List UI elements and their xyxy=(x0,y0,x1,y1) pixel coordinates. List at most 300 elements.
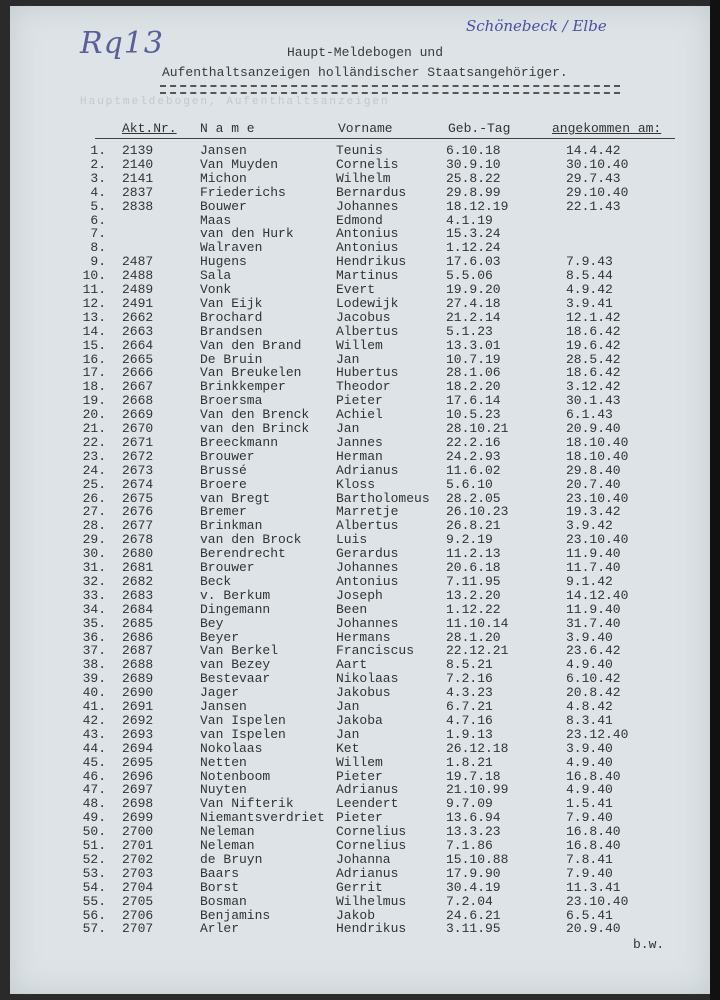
arrival-date: 28.5.42 xyxy=(566,351,621,367)
surname: Walraven xyxy=(200,240,263,256)
first-name: Pieter xyxy=(336,810,383,826)
arrival-date: 18.6.42 xyxy=(566,365,621,381)
handwritten-reference: Rq13 xyxy=(80,26,164,61)
birth-date: 28.1.06 xyxy=(446,365,501,381)
table-row xyxy=(0,171,720,185)
table-row xyxy=(0,226,720,240)
akt-nr: 2702 xyxy=(122,851,154,867)
akt-nr: 2694 xyxy=(122,740,154,756)
surname: Bouwer xyxy=(200,198,247,214)
akt-nr: 2662 xyxy=(122,309,154,325)
document-subtitle: Aufenthaltsanzeigen holländischer Staatsangehöriger. xyxy=(162,65,568,80)
surname: Borst xyxy=(200,879,240,895)
arrival-date: 4.9.40 xyxy=(566,782,613,798)
birth-date: 1.8.21 xyxy=(446,754,493,770)
row-number: 17. xyxy=(82,365,106,381)
birth-date: 27.4.18 xyxy=(446,295,501,311)
row-number: 24. xyxy=(82,462,106,478)
row-number: 20. xyxy=(82,407,106,423)
row-number: 50. xyxy=(82,824,106,840)
first-name: Leendert xyxy=(336,796,399,812)
akt-nr: 2690 xyxy=(122,685,154,701)
surname: Dingemann xyxy=(200,601,271,617)
first-name: Jakoba xyxy=(336,712,383,728)
arrival-date: 4.9.40 xyxy=(566,754,613,770)
birth-date: 28.10.21 xyxy=(446,421,509,436)
table-row xyxy=(0,588,720,602)
row-number: 55. xyxy=(82,893,106,909)
akt-nr: 2489 xyxy=(122,282,154,297)
table-row xyxy=(0,713,720,727)
row-number: 22. xyxy=(82,434,106,450)
row-number: 6. xyxy=(90,212,106,228)
first-name: Johannes xyxy=(336,615,399,631)
table-row xyxy=(0,657,720,671)
birth-date: 29.8.99 xyxy=(446,184,501,200)
surname: Vonk xyxy=(200,282,232,297)
surname: Baars xyxy=(200,865,240,881)
surname: Brussé xyxy=(200,462,247,478)
surname: van den Brock xyxy=(200,532,302,548)
header-name: N a m e xyxy=(200,121,255,136)
birth-date: 24.2.93 xyxy=(446,448,501,464)
first-name: Jakobus xyxy=(336,685,391,701)
table-row xyxy=(0,185,720,199)
surname: Brouwer xyxy=(200,560,255,575)
akt-nr: 2681 xyxy=(122,560,154,575)
first-name: Edmond xyxy=(336,212,383,228)
arrival-date: 3.9.42 xyxy=(566,518,613,534)
row-number: 9. xyxy=(90,254,106,270)
table-row xyxy=(0,769,720,783)
surname: Van Eijk xyxy=(200,295,263,311)
surname: Maas xyxy=(200,212,232,228)
arrival-date: 12.1.42 xyxy=(566,309,621,325)
arrival-date: 6.10.42 xyxy=(566,671,621,687)
row-number: 21. xyxy=(82,421,106,436)
surname: van Ispelen xyxy=(200,726,286,742)
surname: Nuyten xyxy=(200,782,247,798)
surname: Netten xyxy=(200,754,247,770)
akt-nr: 2838 xyxy=(122,198,154,214)
akt-nr: 2684 xyxy=(122,601,154,617)
surname: Van Muyden xyxy=(200,156,279,172)
surname: Jager xyxy=(200,685,240,701)
akt-nr: 2693 xyxy=(122,726,154,742)
surname: Hugens xyxy=(200,254,247,270)
birth-date: 13.3.01 xyxy=(446,337,501,353)
first-name: Theodor xyxy=(336,379,391,395)
table-row xyxy=(0,810,720,824)
akt-nr: 2488 xyxy=(122,268,154,284)
birth-date: 22.12.21 xyxy=(446,643,509,659)
arrival-date: 4.8.42 xyxy=(566,699,613,714)
row-number: 41. xyxy=(82,699,106,714)
akt-nr: 2669 xyxy=(122,407,154,423)
akt-nr: 2666 xyxy=(122,365,154,381)
surname: Brinkman xyxy=(200,518,263,534)
birth-date: 26.8.21 xyxy=(446,518,501,534)
birth-date: 11.6.02 xyxy=(446,462,501,478)
arrival-date: 4.9.40 xyxy=(566,657,613,673)
first-name: Hermans xyxy=(336,629,391,645)
table-row xyxy=(0,421,720,435)
surname: van den Brinck xyxy=(200,421,310,436)
arrival-date: 11.9.40 xyxy=(566,546,621,562)
row-number: 39. xyxy=(82,671,106,687)
birth-date: 6.7.21 xyxy=(446,699,493,714)
table-row xyxy=(0,574,720,588)
arrival-date: 9.1.42 xyxy=(566,573,613,589)
first-name: Kloss xyxy=(336,476,376,492)
arrival-date: 23.10.40 xyxy=(566,490,629,506)
surname: Van Ispelen xyxy=(200,712,286,728)
table-row xyxy=(0,602,720,616)
first-name: Johanna xyxy=(336,851,391,867)
first-name: Evert xyxy=(336,282,376,297)
row-number: 44. xyxy=(82,740,106,756)
akt-nr: 2697 xyxy=(122,782,154,798)
birth-date: 21.10.99 xyxy=(446,782,509,798)
first-name: Bartholomeus xyxy=(336,490,430,506)
surname: Beyer xyxy=(200,629,240,645)
table-row xyxy=(0,671,720,685)
birth-date: 15.3.24 xyxy=(446,226,501,242)
table-row xyxy=(0,921,720,935)
row-number: 30. xyxy=(82,546,106,562)
akt-nr: 2673 xyxy=(122,462,154,478)
table-row xyxy=(0,532,720,546)
row-number: 47. xyxy=(82,782,106,798)
surname: Van Nifterik xyxy=(200,796,294,812)
akt-nr: 2680 xyxy=(122,546,154,562)
birth-date: 17.9.90 xyxy=(446,865,501,881)
surname: Notenboom xyxy=(200,768,271,784)
arrival-date: 14.12.40 xyxy=(566,587,629,603)
first-name: Joseph xyxy=(336,587,383,603)
first-name: Antonius xyxy=(336,573,399,589)
table-row xyxy=(0,477,720,491)
table-row xyxy=(0,157,720,171)
arrival-date: 16.8.40 xyxy=(566,768,621,784)
birth-date: 18.12.19 xyxy=(446,198,509,214)
birth-date: 13.2.20 xyxy=(446,587,501,603)
row-number: 31. xyxy=(82,560,106,575)
first-name: Jan xyxy=(336,421,360,436)
table-row xyxy=(0,824,720,838)
row-number: 5. xyxy=(90,198,106,214)
surname: van Bezey xyxy=(200,657,271,673)
table-row xyxy=(0,630,720,644)
birth-date: 19.7.18 xyxy=(446,768,501,784)
first-name: Lodewijk xyxy=(336,295,399,311)
surname: Friederichs xyxy=(200,184,286,200)
arrival-date: 3.9.41 xyxy=(566,295,613,311)
table-row xyxy=(0,365,720,379)
akt-nr: 2139 xyxy=(122,143,154,158)
row-number: 37. xyxy=(82,643,106,659)
row-number: 34. xyxy=(82,601,106,617)
first-name: Aart xyxy=(336,657,368,673)
row-number: 49. xyxy=(82,810,106,826)
table-row xyxy=(0,894,720,908)
row-number: 52. xyxy=(82,851,106,867)
birth-date: 21.2.14 xyxy=(446,309,501,325)
row-number: 45. xyxy=(82,754,106,770)
akt-nr: 2664 xyxy=(122,337,154,353)
akt-nr: 2695 xyxy=(122,754,154,770)
arrival-date: 23.10.40 xyxy=(566,893,629,909)
row-number: 54. xyxy=(82,879,106,895)
birth-date: 5.1.23 xyxy=(446,323,493,339)
first-name: Adrianus xyxy=(336,782,399,798)
akt-nr: 2706 xyxy=(122,907,154,923)
first-name: Gerardus xyxy=(336,546,399,562)
row-number: 4. xyxy=(90,184,106,200)
first-name: Pieter xyxy=(336,393,383,409)
arrival-date: 8.5.44 xyxy=(566,268,613,284)
table-row xyxy=(0,518,720,532)
arrival-date: 31.7.40 xyxy=(566,615,621,631)
akt-nr: 2675 xyxy=(122,490,154,506)
table-row xyxy=(0,796,720,810)
akt-nr: 2692 xyxy=(122,712,154,728)
akt-nr: 2672 xyxy=(122,448,154,464)
first-name: Jan xyxy=(336,351,360,367)
surname: Arler xyxy=(200,921,240,937)
akt-nr: 2668 xyxy=(122,393,154,409)
arrival-date: 7.9.40 xyxy=(566,810,613,826)
akt-nr: 2837 xyxy=(122,184,154,200)
arrival-date: 19.6.42 xyxy=(566,337,621,353)
table-row xyxy=(0,727,720,741)
surname: Bestevaar xyxy=(200,671,271,687)
akt-nr: 2140 xyxy=(122,156,154,172)
akt-nr: 2667 xyxy=(122,379,154,395)
first-name: Antonius xyxy=(336,226,399,242)
birth-date: 7.11.95 xyxy=(446,573,501,589)
row-number: 13. xyxy=(82,309,106,325)
first-name: Hendrikus xyxy=(336,254,407,270)
header-vorname: Vorname xyxy=(338,121,393,136)
akt-nr: 2141 xyxy=(122,170,154,186)
akt-nr: 2698 xyxy=(122,796,154,812)
table-row xyxy=(0,880,720,894)
surname: de Bruyn xyxy=(200,851,263,867)
table-row xyxy=(0,296,720,310)
first-name: Gerrit xyxy=(336,879,383,895)
table-row xyxy=(0,199,720,213)
arrival-date: 30.1.43 xyxy=(566,393,621,409)
birth-date: 1.12.22 xyxy=(446,601,501,617)
akt-nr: 2678 xyxy=(122,532,154,548)
arrival-date: 3.12.42 xyxy=(566,379,621,395)
arrival-date: 6.5.41 xyxy=(566,907,613,923)
first-name: Jannes xyxy=(336,434,383,450)
birth-date: 17.6.03 xyxy=(446,254,501,270)
table-row xyxy=(0,310,720,324)
first-name: Willem xyxy=(336,337,383,353)
header-angekommen: angekommen am: xyxy=(552,121,662,136)
birth-date: 8.5.21 xyxy=(446,657,493,673)
table-row xyxy=(0,546,720,560)
row-number: 19. xyxy=(82,393,106,409)
first-name: Jan xyxy=(336,699,360,714)
birth-date: 19.9.20 xyxy=(446,282,501,297)
surname: Jansen xyxy=(200,143,247,158)
row-number: 51. xyxy=(82,838,106,853)
arrival-date: 18.10.40 xyxy=(566,434,629,450)
akt-nr: 2685 xyxy=(122,615,154,631)
first-name: Jacobus xyxy=(336,309,391,325)
surname: Bosman xyxy=(200,893,247,909)
table-row xyxy=(0,755,720,769)
row-number: 26. xyxy=(82,490,106,506)
akt-nr: 2687 xyxy=(122,643,154,659)
surname: De Bruin xyxy=(200,351,263,367)
first-name: Adrianus xyxy=(336,865,399,881)
birth-date: 25.8.22 xyxy=(446,170,501,186)
surname: Bey xyxy=(200,615,224,631)
birth-date: 15.10.88 xyxy=(446,851,509,867)
table-row xyxy=(0,213,720,227)
row-number: 38. xyxy=(82,657,106,673)
table-row xyxy=(0,685,720,699)
table-row xyxy=(0,643,720,657)
arrival-date: 18.6.42 xyxy=(566,323,621,339)
birth-date: 18.2.20 xyxy=(446,379,501,395)
first-name: Cornelius xyxy=(336,838,407,853)
akt-nr: 2704 xyxy=(122,879,154,895)
akt-nr: 2663 xyxy=(122,323,154,339)
akt-nr: 2665 xyxy=(122,351,154,367)
first-name: Wilhelmus xyxy=(336,893,407,909)
row-number: 12. xyxy=(82,295,106,311)
birth-date: 4.1.19 xyxy=(446,212,493,228)
row-number: 15. xyxy=(82,337,106,353)
table-row xyxy=(0,268,720,282)
surname: Brandsen xyxy=(200,323,263,339)
first-name: Adrianus xyxy=(336,462,399,478)
akt-nr: 2487 xyxy=(122,254,154,270)
birth-date: 10.5.23 xyxy=(446,407,501,423)
birth-date: 28.2.05 xyxy=(446,490,501,506)
arrival-date: 20.9.40 xyxy=(566,921,621,937)
first-name: Pieter xyxy=(336,768,383,784)
document-title: Haupt-Meldebogen und xyxy=(287,45,444,60)
first-name: Ket xyxy=(336,740,360,756)
table-row xyxy=(0,504,720,518)
surname: Jansen xyxy=(200,699,247,714)
row-number: 1. xyxy=(90,143,106,158)
row-number: 48. xyxy=(82,796,106,812)
surname: Van Berkel xyxy=(200,643,279,659)
arrival-date: 22.1.43 xyxy=(566,198,621,214)
arrival-date: 19.3.42 xyxy=(566,504,621,520)
first-name: Jakob xyxy=(336,907,376,923)
table-row xyxy=(0,435,720,449)
surname: van den Hurk xyxy=(200,226,294,242)
arrival-date: 6.1.43 xyxy=(566,407,613,423)
birth-date: 11.10.14 xyxy=(446,615,509,631)
arrival-date: 20.8.42 xyxy=(566,685,621,701)
table-row xyxy=(0,240,720,254)
first-name: Franciscus xyxy=(336,643,415,659)
first-name: Johannes xyxy=(336,198,399,214)
akt-nr: 2671 xyxy=(122,434,154,450)
row-number: 56. xyxy=(82,907,106,923)
row-number: 16. xyxy=(82,351,106,367)
table-row xyxy=(0,338,720,352)
row-number: 11. xyxy=(82,282,106,297)
first-name: Albertus xyxy=(336,518,399,534)
row-number: 32. xyxy=(82,573,106,589)
surname: Van Breukelen xyxy=(200,365,302,381)
table-row xyxy=(0,782,720,796)
akt-nr: 2670 xyxy=(122,421,154,436)
handwritten-location: Schönebeck / Elbe xyxy=(466,17,607,35)
birth-date: 28.1.20 xyxy=(446,629,501,645)
row-number: 25. xyxy=(82,476,106,492)
birth-date: 9.2.19 xyxy=(446,532,493,548)
birth-date: 1.12.24 xyxy=(446,240,501,256)
arrival-date: 16.8.40 xyxy=(566,824,621,840)
arrival-date: 29.10.40 xyxy=(566,184,629,200)
row-number: 46. xyxy=(82,768,106,784)
birth-date: 22.2.16 xyxy=(446,434,501,450)
arrival-date: 29.8.40 xyxy=(566,462,621,478)
first-name: Marretje xyxy=(336,504,399,520)
arrival-date: 4.9.42 xyxy=(566,282,613,297)
akt-nr: 2705 xyxy=(122,893,154,909)
arrival-date: 18.10.40 xyxy=(566,448,629,464)
turn-over-note: b.w. xyxy=(633,937,665,952)
row-number: 57. xyxy=(82,921,106,937)
birth-date: 26.10.23 xyxy=(446,504,509,520)
first-name: Cornelis xyxy=(336,156,399,172)
header-rule xyxy=(95,138,675,139)
arrival-date: 11.9.40 xyxy=(566,601,621,617)
row-number: 2. xyxy=(90,156,106,172)
surname: v. Berkum xyxy=(200,587,271,603)
surname: Van den Brenck xyxy=(200,407,310,423)
birth-date: 4.7.16 xyxy=(446,712,493,728)
row-number: 23. xyxy=(82,448,106,464)
first-name: Jan xyxy=(336,726,360,742)
birth-date: 20.6.18 xyxy=(446,560,501,575)
birth-date: 1.9.13 xyxy=(446,726,493,742)
akt-nr: 2707 xyxy=(122,921,154,937)
header-akt-nr: Akt.Nr. xyxy=(122,121,177,136)
row-number: 18. xyxy=(82,379,106,395)
first-name: Wilhelm xyxy=(336,170,391,186)
first-name: Willem xyxy=(336,754,383,770)
table-row xyxy=(0,324,720,338)
row-number: 33. xyxy=(82,587,106,603)
row-number: 28. xyxy=(82,518,106,534)
first-name: Herman xyxy=(336,448,383,464)
table-row xyxy=(0,352,720,366)
birth-date: 4.3.23 xyxy=(446,685,493,701)
surname: Brochard xyxy=(200,309,263,325)
akt-nr: 2691 xyxy=(122,699,154,714)
akt-nr: 2701 xyxy=(122,838,154,853)
surname: Benjamins xyxy=(200,907,271,923)
table-row xyxy=(0,463,720,477)
birth-date: 5.6.10 xyxy=(446,476,493,492)
table-row xyxy=(0,908,720,922)
first-name: Nikolaas xyxy=(336,671,399,687)
